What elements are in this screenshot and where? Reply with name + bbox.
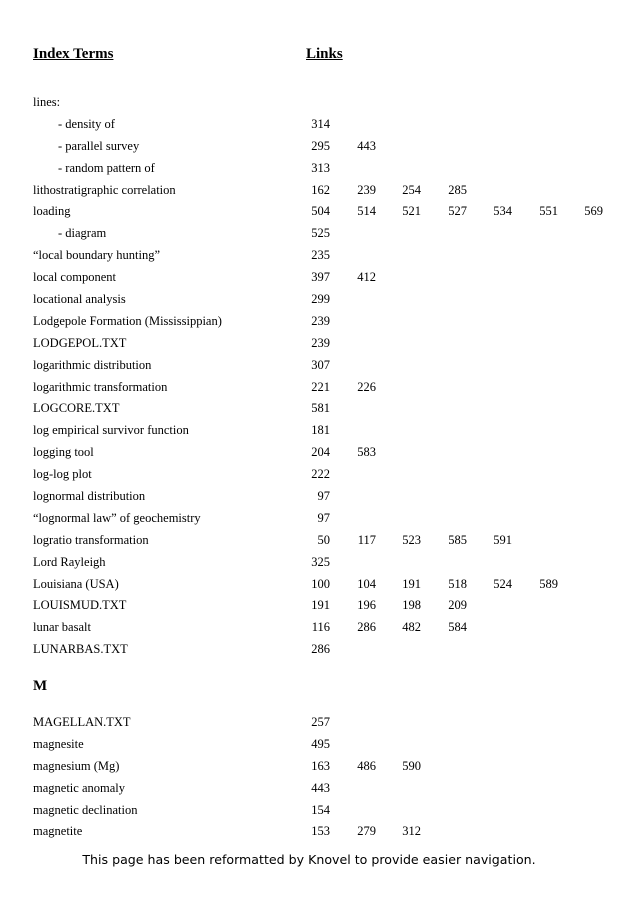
index-entry [0,486,633,508]
page-link[interactable]: 117 [357,532,376,547]
knovel-footer: This page has been reformatted by Knovel to provide easier navigation. [82,852,536,867]
index-term: locational analysis [33,292,126,307]
index-entry [0,574,633,596]
index-term: Lord Rayleigh [33,554,106,569]
index-term: lithostratigraphic correlation [33,182,176,197]
page-link[interactable]: 443 [357,138,376,153]
index-term: lines: [33,95,61,109]
index-entry [0,158,633,180]
page-link[interactable]: 239 [357,182,376,197]
page-link[interactable]: 412 [357,270,376,285]
index-entry [0,778,633,800]
index-term: magnetic declination [33,802,138,817]
page-link[interactable]: 585 [448,532,467,547]
index-entry [0,311,633,333]
page-link[interactable]: 239 [311,313,330,328]
page-link[interactable]: 525 [311,226,330,241]
page-link[interactable]: 551 [539,204,558,219]
page-link[interactable]: 295 [311,138,330,153]
page-link[interactable]: 196 [357,598,376,613]
page-link[interactable]: 443 [311,780,330,795]
page-link[interactable]: 397 [311,270,330,285]
page-link[interactable]: 239 [311,335,330,350]
index-term: logratio transformation [33,532,149,547]
index-term: magnesite [33,736,84,751]
index-entry [0,639,633,661]
index-term: Lodgepole Formation (Mississippian) [33,313,222,328]
page-link[interactable]: 162 [311,182,330,197]
page-link[interactable]: 495 [311,736,330,751]
page-link[interactable]: 312 [402,824,421,839]
index-entry [0,180,633,202]
index-term: lunar basalt [33,620,91,635]
page-link[interactable]: 482 [402,620,421,635]
index-term: lognormal distribution [33,489,146,504]
page-link[interactable]: 504 [311,204,330,219]
index-term: log empirical survivor function [33,423,189,438]
page-link[interactable]: 254 [402,182,421,197]
page-link[interactable]: 97 [317,489,330,504]
index-entry [0,712,633,734]
index-entry [0,464,633,486]
page-link[interactable]: 523 [402,532,421,547]
index-entry [0,289,633,311]
page-link[interactable]: 198 [402,598,421,613]
index-term: magnesium (Mg) [33,758,120,773]
index-term: LOGCORE.TXT [33,401,120,416]
index-entry [0,552,633,574]
page-link[interactable]: 116 [311,620,330,635]
page-link[interactable]: 534 [493,204,512,219]
index-term: logarithmic transformation [33,379,168,394]
index-entry [0,92,633,114]
page-link[interactable]: 299 [311,292,330,307]
section-letter-m: M [33,678,48,694]
page-link[interactable]: 226 [357,379,376,394]
page-link[interactable]: 313 [311,160,330,175]
index-entry [0,800,633,822]
page-link[interactable]: 514 [357,204,376,219]
index-term: LUNARBAS.TXT [33,642,128,657]
page-link[interactable]: 257 [311,715,330,729]
page-link[interactable]: 235 [311,248,330,263]
index-entry [0,223,633,245]
index-entry [0,245,633,267]
index-term: - density of [58,116,115,131]
page-link[interactable]: 222 [311,467,330,482]
index-entry [0,756,633,778]
index-term: local component [33,270,116,285]
page-link[interactable]: 163 [311,758,330,773]
page-link[interactable]: 181 [311,423,330,438]
index-term: Louisiana (USA) [33,576,119,591]
index-entry [0,442,633,464]
index-entry [0,201,633,223]
page-link[interactable]: 591 [493,532,512,547]
index-entry [0,267,633,289]
index-term: MAGELLAN.TXT [33,715,131,729]
page-link[interactable]: 524 [493,576,512,591]
page-link[interactable]: 527 [448,204,467,219]
page-link[interactable]: 518 [448,576,467,591]
index-term: logarithmic distribution [33,357,152,372]
index-term: LOUISMUD.TXT [33,598,127,613]
page-link[interactable]: 486 [357,758,376,773]
page-link[interactable]: 581 [311,401,330,416]
page-link[interactable]: 221 [311,379,330,394]
page-link[interactable]: 279 [357,824,376,839]
index-entry [0,530,633,552]
page-link[interactable]: 589 [539,576,558,591]
index-entry [0,136,633,158]
index-entry [0,377,633,399]
index-entry [0,821,633,843]
index-entry [0,595,633,617]
index-term: - parallel survey [58,138,140,153]
index-entry [0,114,633,136]
index-term: “local boundary hunting” [33,248,161,263]
page-link[interactable]: 209 [448,598,467,613]
index-term: - diagram [58,226,107,241]
index-entry [0,420,633,442]
page-link[interactable]: 97 [317,510,330,525]
page-link[interactable]: 191 [402,576,421,591]
page-link[interactable]: 325 [311,554,330,569]
index-terms-header: Index Terms [33,46,114,62]
page-link[interactable]: 314 [311,116,330,131]
page-link[interactable]: 153 [311,824,330,839]
page-link[interactable]: 521 [402,204,421,219]
page-link[interactable]: 191 [311,598,330,613]
page-link[interactable]: 569 [584,204,603,219]
index-entry [0,508,633,530]
page-link[interactable]: 286 [357,620,376,635]
page-link[interactable]: 307 [311,357,330,372]
index-term: - random pattern of [58,160,155,175]
index-entry [0,734,633,756]
index-entry [0,333,633,355]
index-entry [0,617,633,639]
page-link[interactable]: 100 [311,576,330,591]
page-link[interactable]: 584 [448,620,467,635]
index-entry [0,355,633,377]
page-link[interactable]: 154 [311,802,330,817]
index-term: logging tool [33,445,94,460]
page-link[interactable]: 204 [311,445,330,460]
index-entries-m [0,712,633,843]
index-term: log-log plot [33,467,92,482]
links-header: Links [306,46,343,62]
index-term: loading [33,204,71,219]
index-entries-l [0,92,633,661]
index-term: magnetite [33,824,83,839]
index-term: “lognormal law” of geochemistry [33,510,201,525]
page-link[interactable]: 590 [402,758,421,773]
index-entry [0,398,633,420]
index-term: magnetic anomaly [33,780,125,795]
index-term: LODGEPOL.TXT [33,335,127,350]
page-link[interactable]: 286 [311,642,330,657]
page-link[interactable]: 583 [357,445,376,460]
page-link[interactable]: 50 [317,532,330,547]
page-link[interactable]: 285 [448,182,467,197]
page-link[interactable]: 104 [357,576,376,591]
